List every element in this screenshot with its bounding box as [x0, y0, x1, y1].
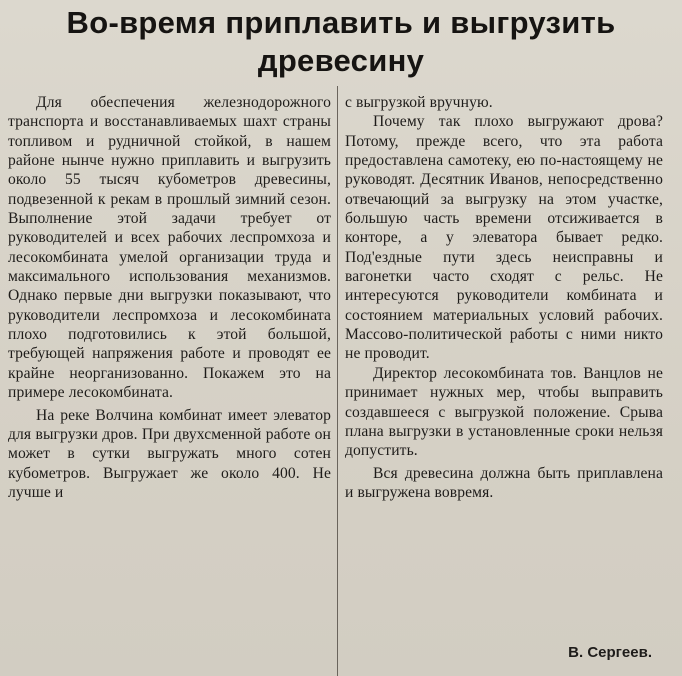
paragraph: с выгрузкой вручную. — [345, 94, 493, 111]
author-signature: В. Сергеев. — [568, 644, 652, 661]
paragraph: Почему так плохо выгружают дрова? Потому, прежде всего, что эта работа предоставлена самотеку, ею по-настоящему не руководят. Десятник Иванов, непосредственно отвечающий за выгрузку на этом участке, большую часть времени отсиживается в конторе, а у элеватора бывает редко. Под'ездные пути здесь неисправны и вагонетки часто сходят с рельс. Не интересуются руководители комбината и состоянием материальных условий рабочих. Массово-политической работы с ними никто не проводит. — [345, 113, 663, 363]
left-column — [8, 93, 331, 502]
paragraph: Вся древесина должна быть приплавлена и выгружена вовремя. — [345, 464, 663, 501]
article-headline — [0, 4, 682, 80]
paragraph: Для обеспечения железнодорожного транспорта и восстанавливаемых шахт страны топливом и рудничной стойкой, в нашем районе нынче нужно приплавить и выгрузить около 55 тысяч кубометров древесины, подвезенной к рекам в прошлый зимний сезон. Выполнение этой задачи требует от руководителей и всех рабочих леспромхоза и лесокомбината умелой организации труда и максимального использования механизмов. Однако первые дни выгрузки показывают, что руководители леспромхоза и лесокомбината плохо подготовились к этой большой, требующей напряжения работе и проводят ее крайне неорганизованно. Покажем это на примере лесокомбината. — [8, 94, 331, 402]
column-divider — [337, 86, 338, 676]
right-column — [345, 93, 663, 502]
headline-line-1: Во-время приплавить и выгрузить — [66, 5, 616, 40]
headline-line-2: древесину — [257, 43, 425, 78]
paragraph: На реке Волчина комбинат имеет элеватор для выгрузки дров. При двухсменной работе он может в сутки выгружать много сотен кубометров. Выгружает же около 400. Не лучше и — [8, 406, 331, 501]
paragraph: Директор лесокомбината тов. Ванцлов не принимает нужных мер, чтобы выправить создавшееся с выгрузкой положение. Срыва плана выгрузки в установленные сроки нельзя допустить. — [345, 364, 663, 460]
